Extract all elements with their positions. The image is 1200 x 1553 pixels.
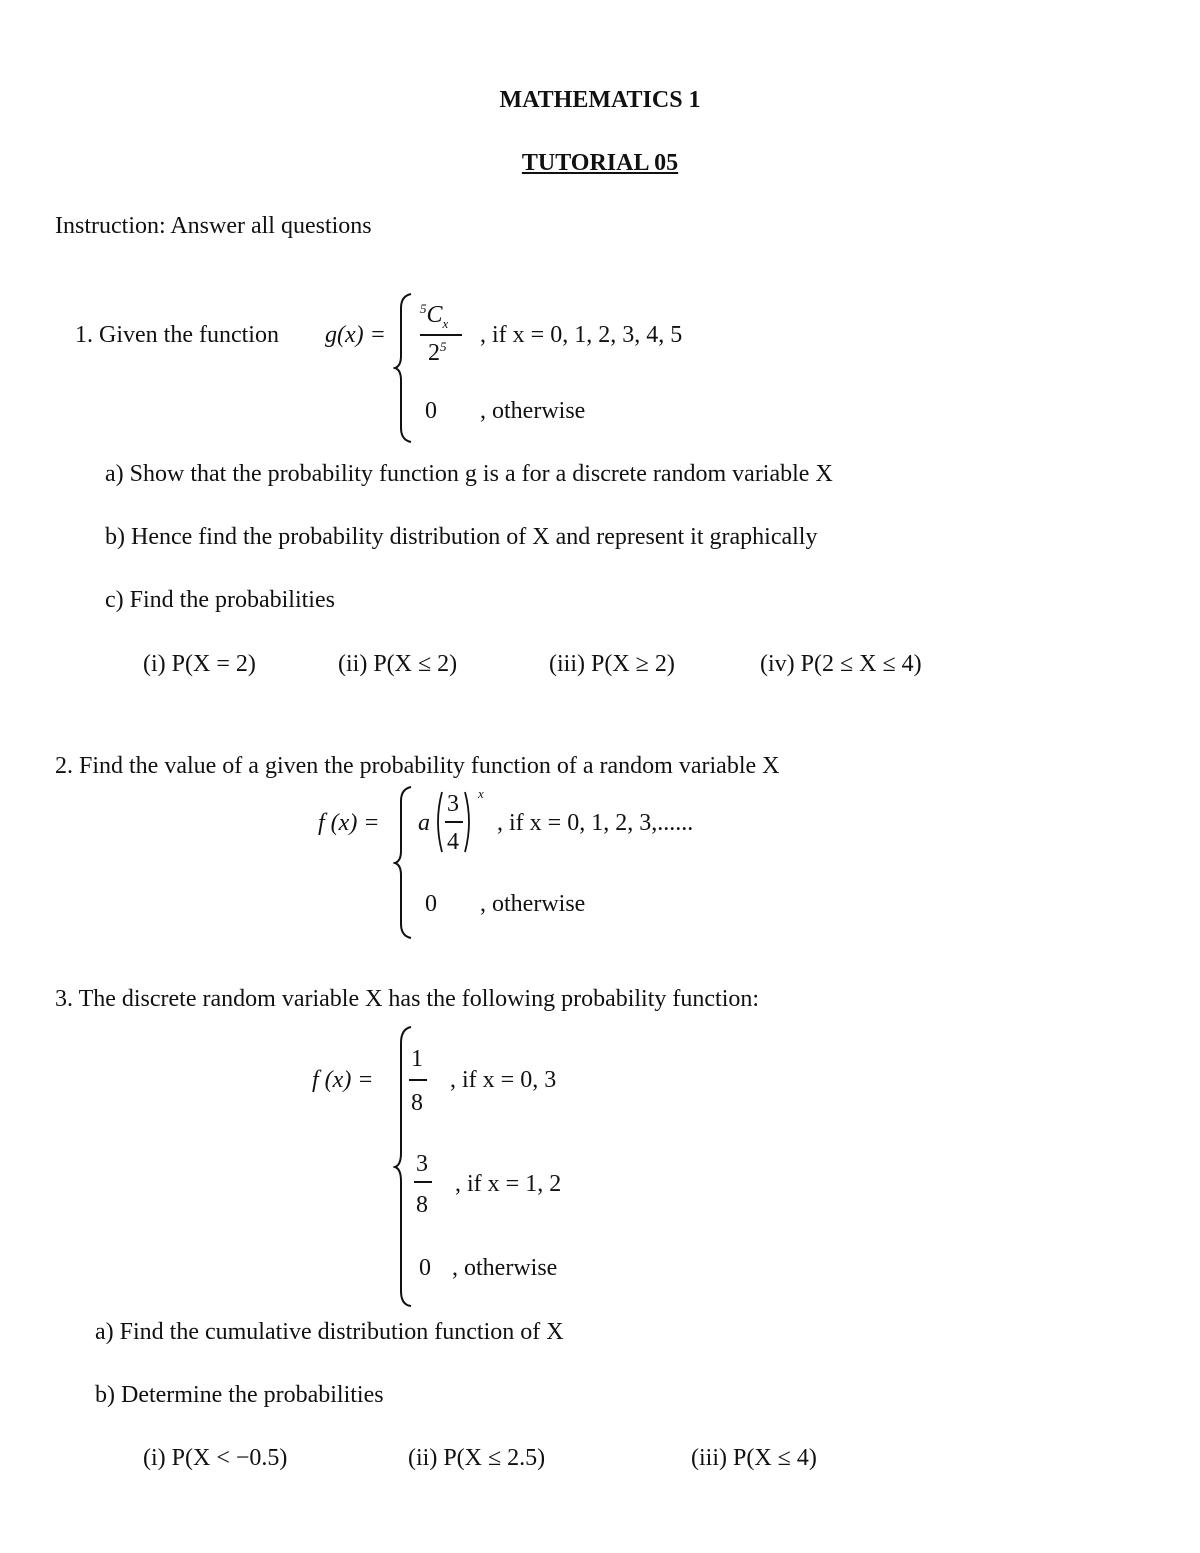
q2-fraction-bar [445,821,463,823]
q3-b-part-i: (i) P(X < −0.5) [143,1445,288,1471]
q3-case1-fraction-bar [409,1079,427,1081]
q3-part-b: b) Determine the probabilities [95,1382,384,1408]
q1-fraction-bar [420,334,462,336]
q3-function-lhs: f (x) = [312,1067,374,1093]
q1-case1-numerator: $^5C_x$ [420,301,449,331]
q3-case2-denominator: 8 [416,1192,428,1218]
q2-exponent: x [478,786,484,801]
page-subtitle: TUTORIAL 05 [521,150,679,176]
q3-part-a: a) Find the cumulative distribution function of X [95,1319,564,1345]
q2-left-brace [393,785,415,940]
q3-intro: 3. The discrete random variable X has the following probability function: [55,986,760,1012]
q1-c-part-iii: (iii) P(X ≥ 2) [549,651,675,677]
q3-case3-condition: , otherwise [452,1255,558,1281]
q1-case2-condition: , otherwise [480,398,586,424]
q1-case2-value: 0 [425,398,437,424]
q1-c-part-ii: (ii) P(X ≤ 2) [338,651,458,677]
q1-case1-condition: , if x = 0, 1, 2, 3, 4, 5 [480,322,683,348]
q3-case3-value: 0 [419,1255,431,1281]
q2-left-paren [432,790,444,854]
q2-case2-condition: , otherwise [480,891,586,917]
q3-case1-condition: , if x = 0, 3 [450,1067,557,1093]
q2-right-paren [463,790,475,854]
q3-case2-numerator: 3 [416,1151,428,1177]
q1-intro: 1. Given the function [75,322,279,348]
q1-part-c: c) Find the probabilities [105,587,335,613]
q3-case1-numerator: 1 [411,1046,423,1072]
q2-denominator: 4 [447,829,459,855]
instruction-text: Instruction: Answer all questions [55,213,372,239]
q2-case2-value: 0 [425,891,437,917]
page-title: MATHEMATICS 1 [499,87,701,113]
q2-case1-condition: , if x = 0, 1, 2, 3,...... [497,810,694,836]
q1-case1-denominator: $2^5$ [428,339,447,366]
q3-b-part-iii: (iii) P(X ≤ 4) [691,1445,817,1471]
q3-case2-condition: , if x = 1, 2 [455,1171,562,1197]
q1-c-part-iv: (iv) P(2 ≤ X ≤ 4) [760,651,922,677]
q1-part-a: a) Show that the probability function g is a for a discrete random variable X [105,461,833,487]
q3-b-part-ii: (ii) P(X ≤ 2.5) [408,1445,546,1471]
q3-case1-denominator: 8 [411,1090,423,1116]
q1-function-lhs: g(x) = [325,322,386,348]
q1-c-part-i: (i) P(X = 2) [143,651,256,677]
q2-numerator: 3 [447,791,459,817]
q2-coefficient: a [418,810,430,836]
q1-part-b: b) Hence find the probability distribution of X and represent it graphically [105,524,818,550]
q2-intro: 2. Find the value of a given the probability function of a random variable X [55,753,780,779]
q1-left-brace [393,292,415,444]
q2-function-lhs: f (x) = [318,810,380,836]
q3-case2-fraction-bar [414,1181,432,1183]
